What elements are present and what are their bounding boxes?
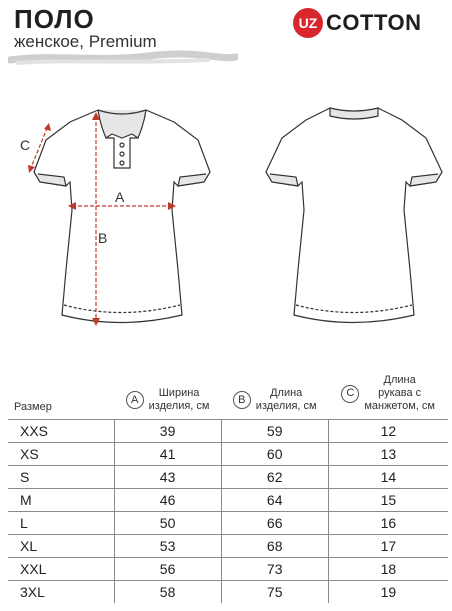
table-row [8, 443, 448, 466]
cell-width: 39 [114, 420, 221, 443]
header-length-label: Длина изделия, см [255, 387, 317, 412]
cell-width: 50 [114, 512, 221, 535]
table-row [8, 558, 448, 581]
cell-length: 60 [221, 443, 328, 466]
size-table-header [8, 372, 448, 420]
polo-back [266, 108, 442, 323]
table-row [8, 512, 448, 535]
polo-front [34, 110, 210, 323]
cell-length: 68 [221, 535, 328, 558]
table-row [8, 535, 448, 558]
cell-size: S [8, 466, 114, 489]
cell-size: XXS [8, 420, 114, 443]
cell-sleeve: 16 [328, 512, 448, 535]
cell-sleeve: 15 [328, 489, 448, 512]
cell-sleeve: 12 [328, 420, 448, 443]
dimension-arrows [30, 116, 172, 322]
cell-sleeve: 18 [328, 558, 448, 581]
cell-size: XS [8, 443, 114, 466]
cell-width: 56 [114, 558, 221, 581]
size-table [8, 372, 448, 603]
table-row [8, 466, 448, 489]
cell-size: XXL [8, 558, 114, 581]
header-width [114, 372, 221, 420]
logo-text: COTTON [326, 10, 422, 35]
cell-size: M [8, 489, 114, 512]
brush-underline [8, 50, 238, 68]
cell-width: 58 [114, 581, 221, 604]
page-title: ПОЛО [14, 4, 95, 34]
cell-sleeve: 13 [328, 443, 448, 466]
header-size: Размер [14, 401, 52, 413]
header-width-label: Ширина изделия, см [148, 387, 210, 412]
cell-length: 73 [221, 558, 328, 581]
cell-length: 62 [221, 466, 328, 489]
cell-width: 53 [114, 535, 221, 558]
letter-c-icon: C [341, 385, 359, 403]
table-row [8, 489, 448, 512]
dimension-b-label: B [98, 230, 108, 246]
polo-illustration [0, 90, 452, 340]
cell-size: XL [8, 535, 114, 558]
cell-width: 43 [114, 466, 221, 489]
cell-length: 75 [221, 581, 328, 604]
cell-sleeve: 14 [328, 466, 448, 489]
table-row [8, 420, 448, 443]
brand-logo [293, 8, 421, 38]
header-sleeve [328, 372, 448, 420]
letter-a-icon: A [126, 391, 144, 409]
cell-length: 64 [221, 489, 328, 512]
cell-length: 59 [221, 420, 328, 443]
cell-width: 41 [114, 443, 221, 466]
cell-length: 66 [221, 512, 328, 535]
cell-sleeve: 19 [328, 581, 448, 604]
cell-size: L [8, 512, 114, 535]
page-subtitle: женское, Premium [14, 32, 157, 51]
table-row [8, 581, 448, 604]
cell-sleeve: 17 [328, 535, 448, 558]
dimension-c-label: C [20, 137, 31, 153]
cell-size: 3XL [8, 581, 114, 604]
dimension-a-label: A [115, 189, 125, 205]
letter-b-icon: B [233, 391, 251, 409]
header-sleeve-label: Длина рукава с манжетом, см [364, 374, 435, 412]
cell-width: 46 [114, 489, 221, 512]
logo-badge: UZ [293, 8, 323, 38]
header-length [221, 372, 328, 420]
